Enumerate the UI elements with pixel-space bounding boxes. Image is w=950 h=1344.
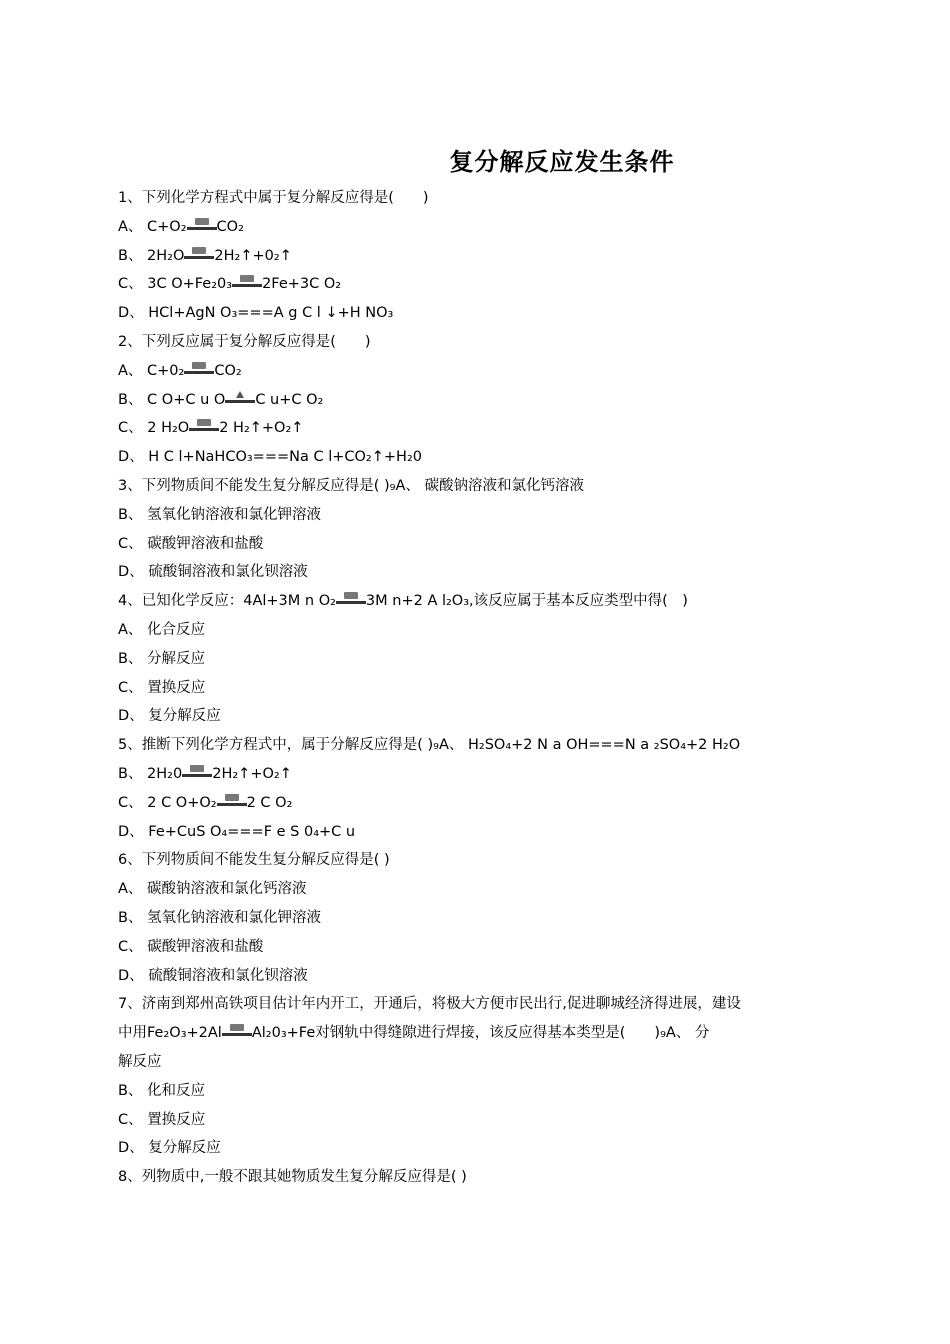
- equation-left: C、 2 C O+O₂: [118, 794, 217, 811]
- equation-left: C、 2 H₂O: [118, 420, 190, 437]
- equation-right: C u+C O₂: [255, 391, 324, 408]
- equation-right: 2H₂↑+O₂↑: [212, 765, 292, 782]
- q5-stem: 5、推断下列化学方程式中，属于分解反应得是( )₉A、 H₂SO₄+2 N a OH===N a ₂SO₄+2 H₂O: [118, 737, 741, 754]
- q4-option-d: D、 复分解反应: [118, 708, 221, 725]
- q2-option-d: D、 H C l+NaHCO₃===Na C l+CO₂↑+H₂0: [118, 449, 422, 466]
- reaction-condition-high-temp-icon: [222, 1024, 252, 1038]
- reaction-condition-electrify-icon: [182, 765, 212, 779]
- equation-right: 2 H₂↑+O₂↑: [219, 420, 304, 437]
- q1-stem: 1、下列化学方程式中属于复分解反应得是( ): [118, 190, 429, 206]
- q1-option-a: [118, 213, 840, 242]
- q1-option-c: [118, 270, 840, 299]
- q7-stem-line-3: 解反应: [118, 1053, 162, 1070]
- q6-option-b: B、 氢氧化钠溶液和氯化钾溶液: [118, 909, 322, 926]
- equation-right: 2H₂↑+0₂↑: [214, 247, 292, 264]
- equation-left: A、 C+O₂: [118, 218, 187, 235]
- q4-option-b: B、 分解反应: [118, 650, 206, 667]
- equation-left: 4、已知化学反应：4Al+3M n O₂: [118, 593, 336, 610]
- reaction-condition-ignite-icon: [217, 794, 247, 808]
- equation-left: B、 C O+C u O: [118, 391, 226, 408]
- q4-option-a: A、 化合反应: [118, 621, 206, 638]
- page-title: 复分解反应发生条件: [449, 147, 675, 176]
- question-list: [118, 184, 840, 1192]
- equation-right: 3M n+2 A l₂O₃,该反应属于基本反应类型中得( ): [365, 593, 688, 610]
- q5-option-c: [118, 789, 840, 818]
- q2-stem: 2、下列反应属于复分解反应得是( ): [118, 333, 371, 350]
- reaction-condition-electrify-icon: [184, 247, 214, 261]
- q7-stem-line-2: [118, 1019, 840, 1048]
- reaction-condition-heat-triangle-icon: [225, 391, 255, 405]
- equation-left: B、 2H₂0: [118, 765, 183, 782]
- q1-option-d: D、 HCl+AgN O₃===A g C l ↓+H NO₃: [118, 305, 394, 322]
- equation-left: C、 3C O+Fe₂0₃: [118, 276, 233, 293]
- q6-stem: 6、下列物质间不能发生复分解反应得是( ): [118, 852, 390, 869]
- equation-right: 2 C O₂: [246, 794, 293, 811]
- q2-option-b: [118, 386, 840, 415]
- q7-stem-line-1: 7、济南到郑州高铁项目估计年内开工，开通后，将极大方便市民出行,促进聊城经济得进展，建设: [118, 996, 741, 1013]
- q3-option-c: C、 碳酸钾溶液和盐酸: [118, 535, 264, 552]
- q3-option-b: B、 氢氧化钠溶液和氯化钾溶液: [118, 506, 322, 523]
- reaction-condition-ignite-icon: [184, 362, 214, 376]
- q6-option-c: C、 碳酸钾溶液和盐酸: [118, 938, 264, 955]
- q6-option-d: D、 硫酸铜溶液和氯化钡溶液: [118, 967, 308, 984]
- q7-option-b: B、 化和反应: [118, 1082, 206, 1099]
- equation-right: CO₂: [216, 218, 244, 235]
- equation-right: CO₂: [214, 362, 242, 379]
- equation-right: Al₂0₃+Fe对钢轨中得缝隙进行焊接，该反应得基本类型是( )₉A、 分: [251, 1025, 710, 1042]
- reaction-condition-electrify-icon: [189, 419, 219, 433]
- equation-left: 中用Fe₂O₃+2Al: [118, 1025, 222, 1042]
- equation-left: A、 C+0₂: [118, 362, 185, 379]
- q3-stem: 3、下列物质间不能发生复分解反应得是( )₉A、 碳酸钠溶液和氯化钙溶液: [118, 477, 584, 494]
- q2-option-a: [118, 357, 840, 386]
- q1-option-b: [118, 242, 840, 271]
- equation-left: B、 2H₂O: [118, 247, 185, 264]
- q2-option-c: [118, 414, 840, 443]
- q5-option-b: [118, 760, 840, 789]
- q8-stem: 8、列物质中,一般不跟其她物质发生复分解反应得是( ): [118, 1169, 467, 1186]
- q6-option-a: A、 碳酸钠溶液和氯化钙溶液: [118, 881, 307, 898]
- reaction-condition-high-temp-icon: [232, 275, 262, 289]
- q7-option-d: D、 复分解反应: [118, 1140, 221, 1157]
- reaction-condition-ignite-icon: [187, 218, 217, 232]
- q7-option-c: C、 置换反应: [118, 1111, 206, 1128]
- q3-option-d: D、 硫酸铜溶液和氯化钡溶液: [118, 564, 308, 581]
- q5-option-d: D、 Fe+CuS O₄===F e S 0₄+C u: [118, 823, 356, 840]
- q4-stem: [118, 587, 840, 616]
- reaction-condition-high-temp-icon: [336, 592, 366, 606]
- q4-option-c: C、 置换反应: [118, 679, 206, 696]
- equation-right: 2Fe+3C O₂: [262, 276, 342, 293]
